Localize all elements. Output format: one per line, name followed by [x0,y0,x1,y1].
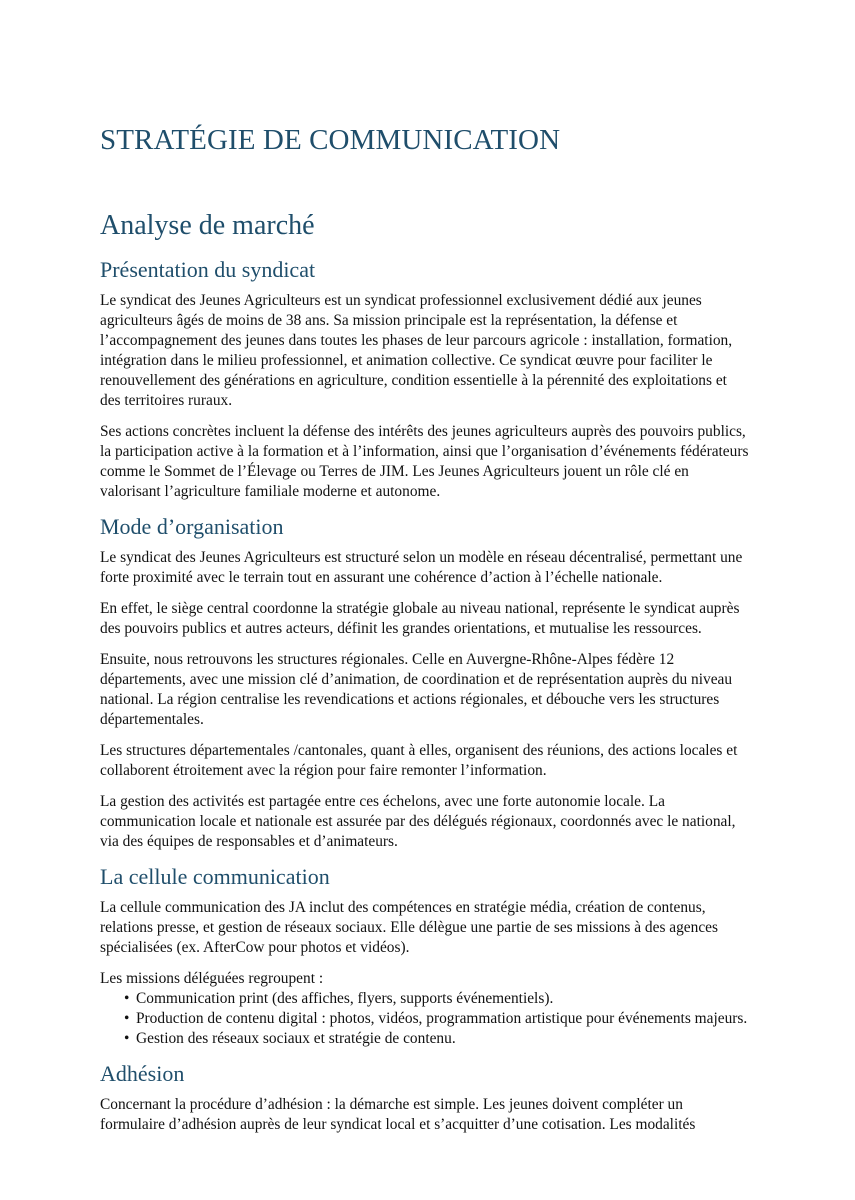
list-item-text: Production de contenu digital : photos, vidéos, programmation artistique pour événements majeurs. [136,1010,748,1027]
paragraph: Le syndicat des Jeunes Agriculteurs est structuré selon un modèle en réseau décentralisé, permettant une forte proximité avec le terrain tout en assurant une cohérence d’action à l’échelle nationale. [100,549,743,586]
section-title-organisation: Mode d’organisation [100,514,284,539]
bullet-icon: • [124,990,130,1007]
bullet-icon: • [124,1030,130,1047]
paragraph: Concernant la procédure d’adhésion : la démarche est simple. Les jeunes doivent compléter un formulaire d’adhésion auprès de leur syndicat local et s’acquitter d’une cotisation. Les modalités [100,1096,696,1133]
document-title: STRATÉGIE DE COMMUNICATION [100,124,561,156]
paragraph: Le syndicat des Jeunes Agriculteurs est un syndicat professionnel exclusivement dédié aux jeunes agriculteurs âgés de moins de 38 ans. Sa mission principale est la représentation, la défense et l’accompagnement des jeunes dans toutes les phases de leur parcours agricole : installation, formation, intégration dans le milieu professionnel, et animation collective. Ce syndicat œuvre pour faciliter le renouvellement des générations en agriculture, condition essentielle à la pérennité des exploitations et des territoires ruraux. [100,292,733,409]
document-body [100,256,750,1146]
section-cellule [100,863,750,1049]
list-item [124,989,750,1009]
section-title-cellule: La cellule communication [100,864,330,889]
paragraph: En effet, le siège central coordonne la stratégie globale au niveau national, représente le syndicat auprès des pouvoirs publics et autres acteurs, définit les grandes orientations, et mutualise les ressources. [100,600,740,637]
paragraph: Les structures départementales /cantonales, quant à elles, organisent des réunions, des actions locales et collaborent étroitement avec la région pour faire remonter l’information. [100,742,738,779]
paragraph: La cellule communication des JA inclut des compétences en stratégie média, création de contenus, relations presse, et gestion de réseaux sociaux. Elle délègue une partie de ses missions à des agences spécialisées (ex. AfterCow pour photos et vidéos). [100,899,718,956]
bullet-icon: • [124,1010,130,1027]
section-title-presentation: Présentation du syndicat [100,257,316,282]
section-organisation [100,513,750,852]
paragraph: La gestion des activités est partagée entre ces échelons, avec une forte autonomie locale. La communication locale et nationale est assurée par des délégués régionaux, coordonnés avec le national, via des équipes de responsables et d’animateurs. [100,793,736,850]
list-item-text: Gestion des réseaux sociaux et stratégie de contenu. [136,1030,456,1047]
section-title-adhesion: Adhésion [100,1061,185,1086]
section-presentation [100,256,750,502]
section-adhesion [100,1060,750,1135]
main-heading: Analyse de marché [100,210,315,241]
missions-list [100,989,750,1049]
list-item-text: Communication print (des affiches, flyers, supports événementiels). [136,990,554,1007]
paragraph: Ensuite, nous retrouvons les structures régionales. Celle en Auvergne-Rhône-Alpes fédère 12 départements, avec une mission clé d’animation, de coordination et de représentation auprès du niveau national. La région centralise les revendications et actions régionales, et débouche vers les structures départementales. [100,651,733,728]
list-item [124,1009,750,1029]
paragraph: Ses actions concrètes incluent la défense des intérêts des jeunes agriculteurs auprès des pouvoirs publics, la participation active à la formation et à l’information, ainsi que l’organisation d’événements fédérateurs comme le Sommet de l’Élevage ou Terres de JIM. Les Jeunes Agriculteurs jouent un rôle clé en valorisant l’agriculture familiale moderne et autonome. [100,423,749,500]
paragraph: Les missions déléguées regroupent : [100,970,324,987]
list-item [124,1029,750,1049]
